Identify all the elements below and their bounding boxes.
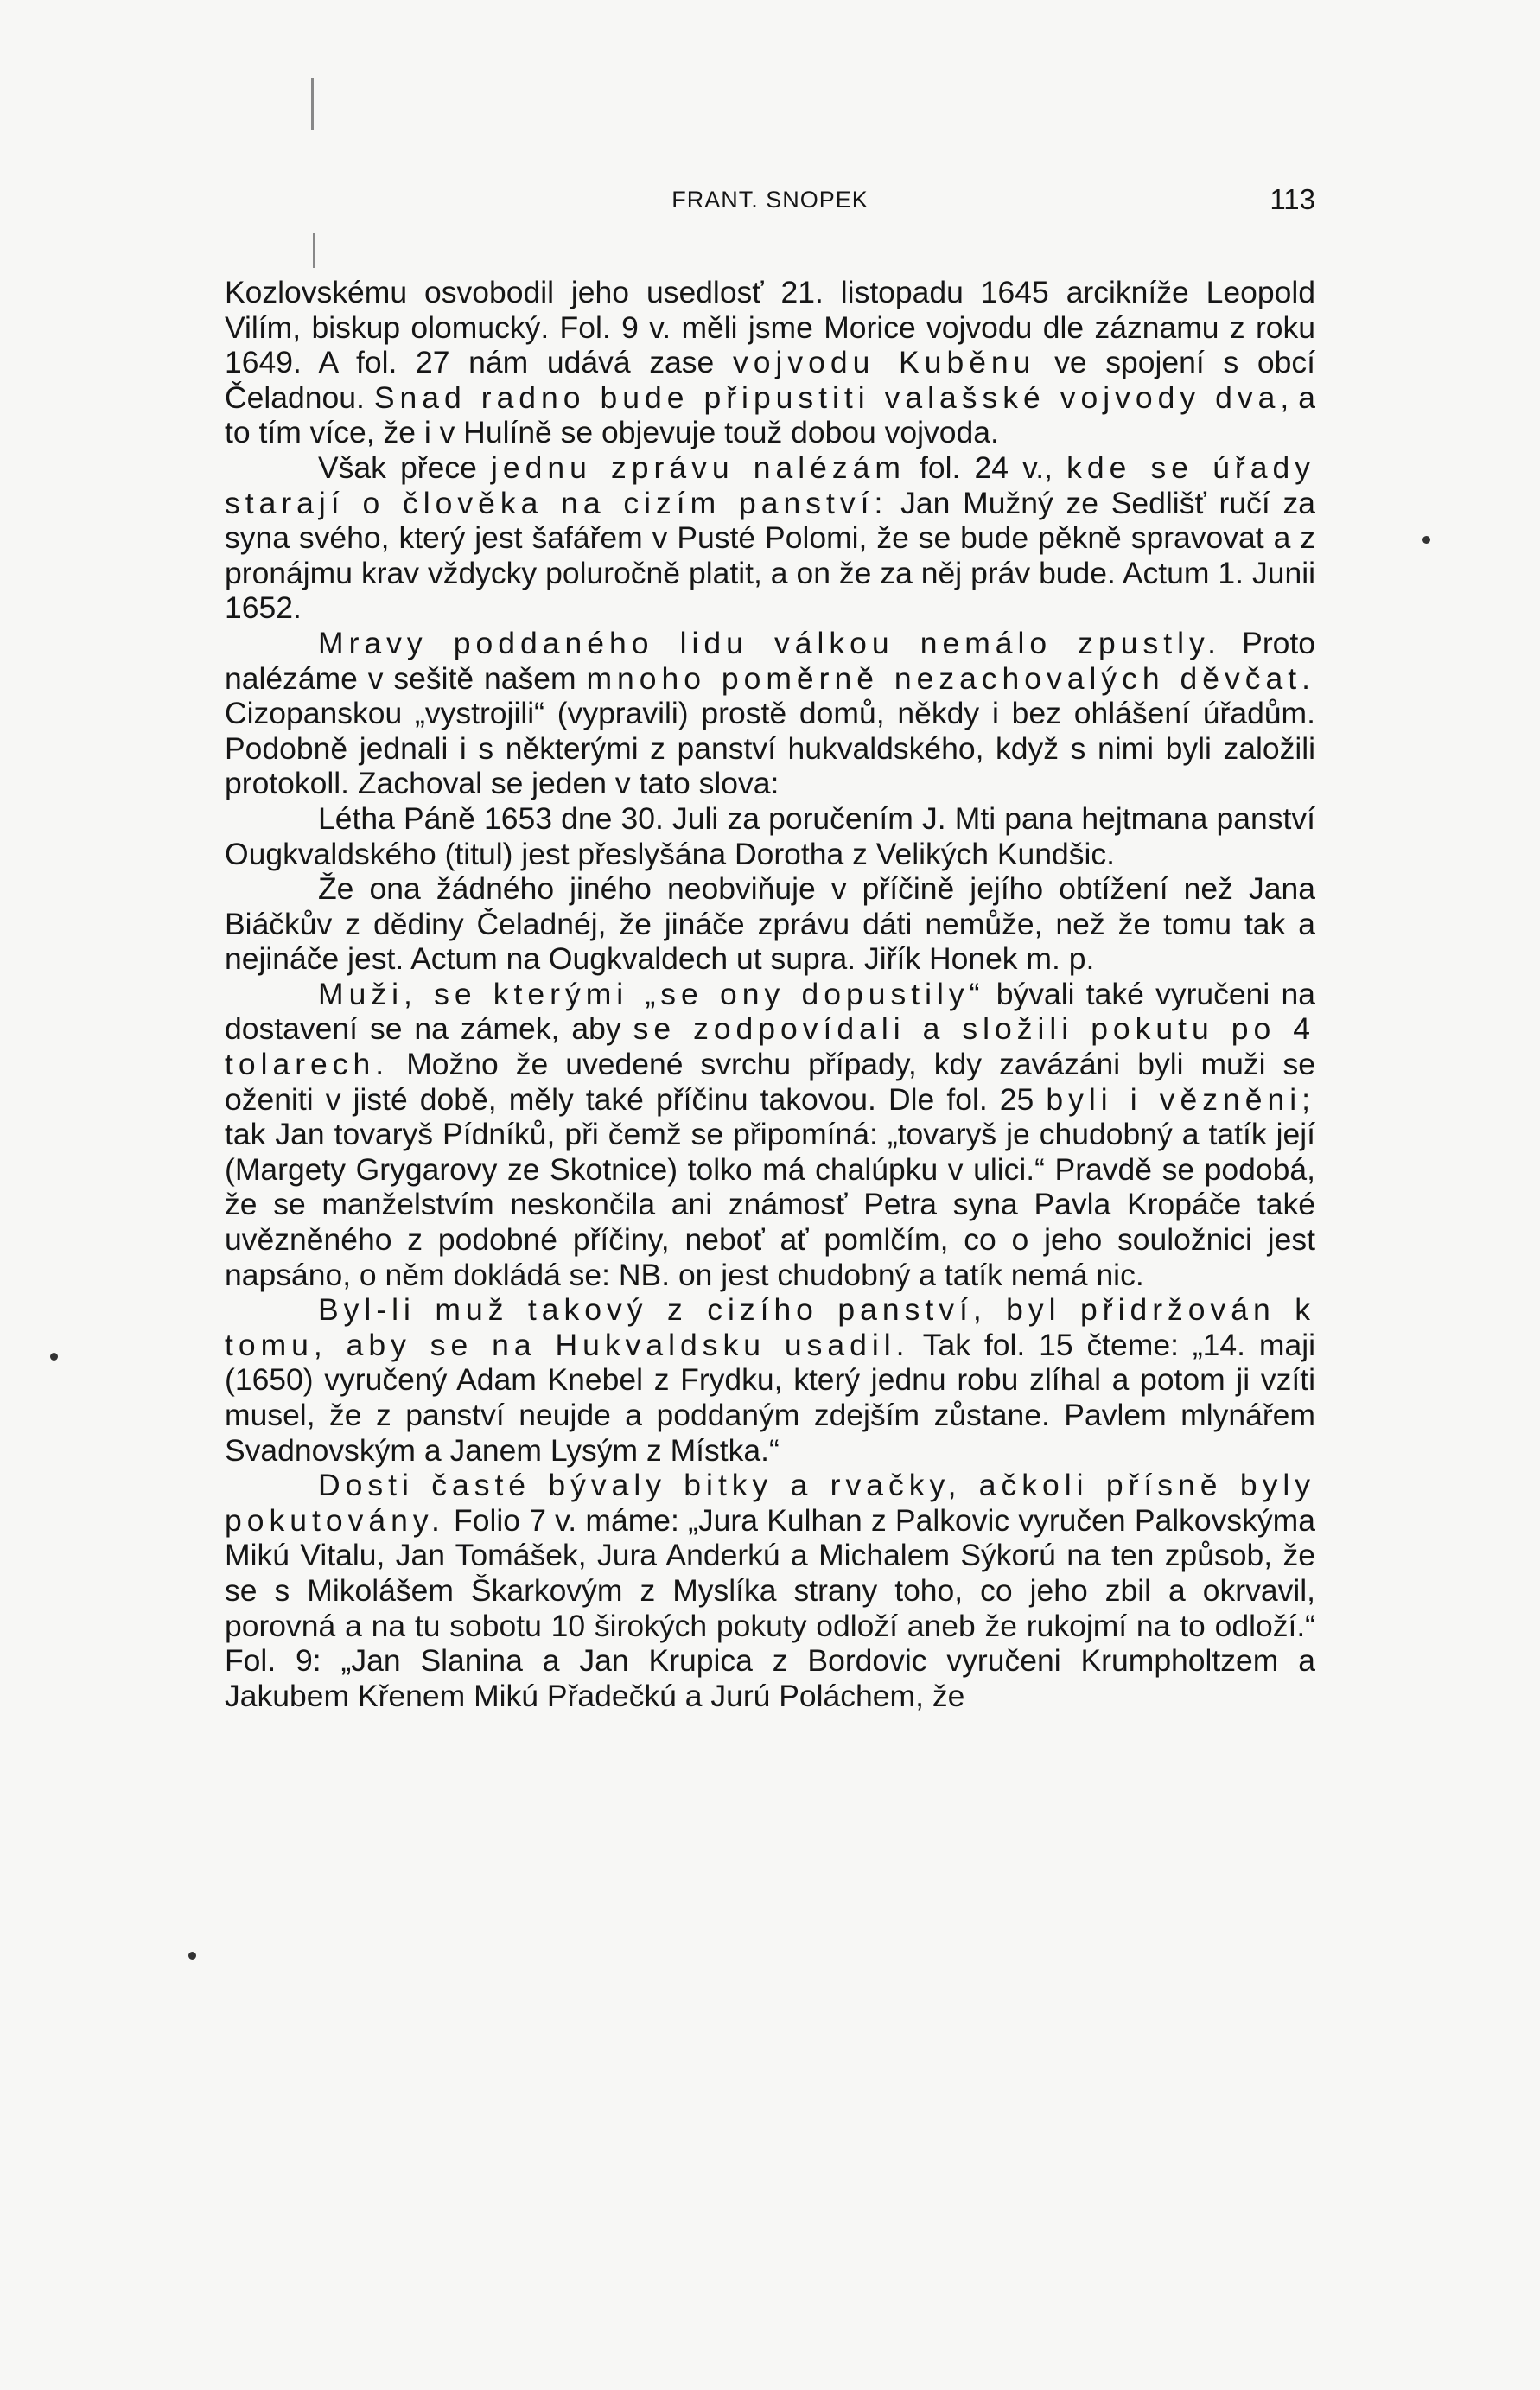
text-run: Létha Páně 1653 dne 30. Juli za poručením J. Mti pana hejtmana panství Ougkvaldského (titul) jest přeslyšána Dorotha z Velikých Kundšic. [225, 800, 1315, 871]
paragraph [225, 1468, 1315, 1713]
text-run: Že ona žádného jiného neobviňuje v příčině jejího obtížení než Jana Biáčkův z dědiny Čeladnéj, že jináče zprávu dáti nemůže, než že tomu tak a nejináče jest. Actum na Ougkvaldech ut supra. Jiřík Honek m. p. [225, 871, 1315, 977]
emphasized-text: mnoho poměrně nezachovalých děvčat. [586, 660, 1315, 696]
paragraph [225, 626, 1315, 801]
paragraph [225, 801, 1315, 871]
text-run: Kozlovskému osvobodil jeho usedlosť 21. listopadu 1645 arcikníže Leopold Vilím, biskup olomucký. Fol. 9 v. měli jsme Morice vojvodu dle záznamu z roku 1649. A fol. 27 nám udává zase [225, 275, 1315, 380]
page-header [225, 180, 1315, 223]
emphasized-text: Snad radno bude připustiti valašské vojvody dva [373, 379, 1281, 415]
paragraph [225, 275, 1315, 450]
emphasized-text: Byl-li muž takový z cizího panství, byl přidržován k tomu, aby se na Hukvaldsku usadil. [225, 1292, 1315, 1362]
text-run: ve spojení s obcí Čeladnou. [225, 345, 1315, 415]
scan-dot [50, 1353, 58, 1361]
text-run: Folio 7 v. máme: „Jura Kulhan z Palkovic vyručen Palkovskýma Mikú Vitalu, Jan Tomášek, Jura Anderkú a Michalem Sýkorú na ten způsob, že se s Mikolášem Škarkovým z Myslíka strany toho, co jeho zbil a okrvavil, porovná a na tu sobotu 10 širokých pokuty odloží aneb že rukojmí na to odloží.“ Fol. 9: „Jan Slanina a Jan Krupica z Bordovic vyručeni Krumpholtzem a Jakubem Křenem Mikú Přadečkú a Jurú Poláchem, že [225, 1502, 1315, 1713]
paragraph [225, 1292, 1315, 1468]
text-run: Tak fol. 15 čteme: „14. maji (1650) vyručený Adam Knebel z Frydku, který jednu robu zlíhal a potom ji vzíti musel, že z panství neujde a poddaným zdejším zůstane. Pavlem mlynářem Svadnovským a Janem Lysým z Místka.“ [225, 1327, 1315, 1468]
paragraph [225, 977, 1315, 1292]
emphasized-text: byli i vězněni; [1046, 1081, 1315, 1117]
scan-mark [313, 233, 315, 268]
paragraph [225, 450, 1315, 626]
text-run: Jan Mužný ze Sedlišť ručí za syna svého, který jest šafářem v Pusté Polomi, že se bude pěkně spravovat a z pronájmu krav vždycky poluročně platit, a on že za něj práv bude. Actum 1. Junii 1652. [225, 485, 1315, 626]
emphasized-text: Muži, se kterými „se ony dopustily“ [318, 976, 985, 1011]
emphasized-text: se zodpovídali a složili pokutu po 4 tolarech. [225, 1011, 1315, 1082]
text-run: , a to tím více, že i v Hulíně se objevuje touž dobou vojvoda. [225, 379, 1315, 450]
scan-dot [1422, 536, 1430, 544]
text-run: Však přece [318, 449, 492, 485]
emphasized-text: kde se úřady starají o člověka na cizím panství: [225, 449, 1315, 520]
text-run: Cizopanskou „vystrojili“ (vypravili) prostě domů, někdy i bez ohlášení úřadům. Podobně jednali i s některými z panství hukvaldského, když s nimi byli založili protokoll. Zachoval se jeden v tato slova: [225, 696, 1315, 801]
emphasized-text: Mravy poddaného lidu válkou nemálo zpustly. [318, 625, 1222, 660]
text-run: fol. 24 v., [905, 449, 1067, 485]
text-run: bývali také vyručeni na dostavení se na zámek, aby [225, 976, 1315, 1047]
emphasized-text: jednu zprávu nalézám [491, 449, 906, 485]
scan-dot [188, 1952, 196, 1960]
paragraph [225, 871, 1315, 977]
page-number: 113 [1270, 183, 1315, 215]
emphasized-text: vojvodu Kuběnu [732, 345, 1036, 380]
body-text [225, 275, 1315, 1713]
text-run: tak Jan tovaryš Pídníků, při čemž se připomíná: „tovaryš je chudobný a tatík její (Margety Grygarovy ze Skotnice) tolko má chalúpku v ulici.“ Pravdě se podobá, že se manželstvím neskončila ani známosť Petra syna Pavla Kropáče také uvězněného z podobné příčiny, neboť ať pomlčím, co o jeho souložnici jest napsáno, o něm dokládá se: NB. on jest chudobný a tatík nemá nic. [225, 1117, 1315, 1292]
text-run: Proto nalézáme v sešitě našem [225, 625, 1315, 696]
text-run: Možno že uvedené svrchu případy, kdy zavázáni byli muži se oženiti v jisté době, měly také příčinu takovou. Dle fol. 25 [225, 1047, 1315, 1117]
scan-mark [311, 78, 314, 130]
running-head: FRANT. SNOPEK [671, 187, 869, 213]
emphasized-text: Dosti časté bývaly bitky a rvačky, ačkoli přísně byly pokutovány. [225, 1468, 1315, 1538]
